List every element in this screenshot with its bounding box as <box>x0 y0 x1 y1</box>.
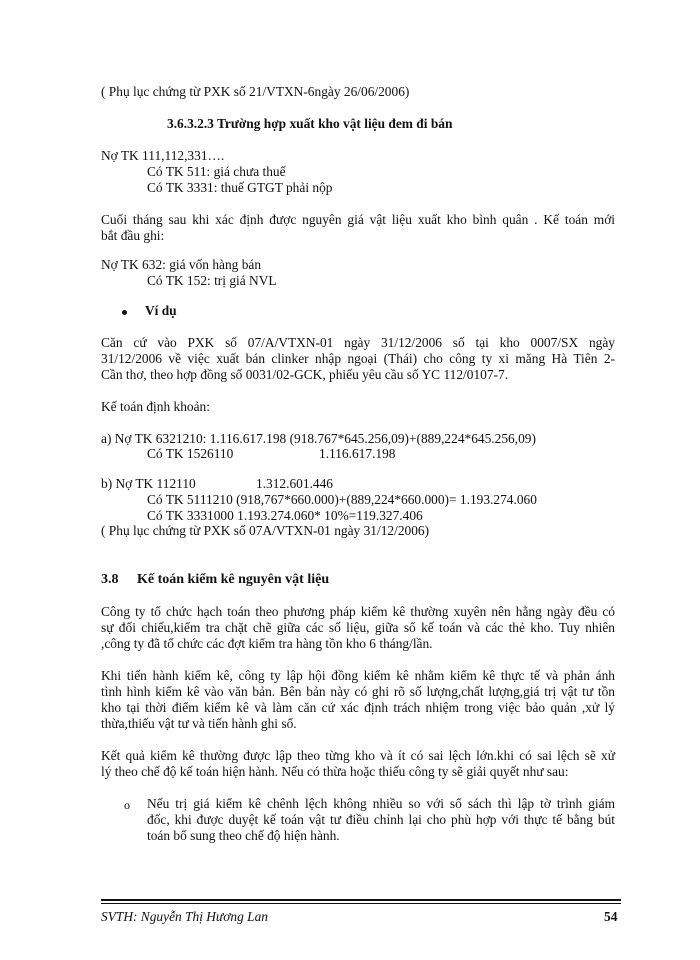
footer-rule-thin <box>101 903 621 904</box>
p3-line2: lý theo chế độ kế toán hiện hành. Nếu có thừa hoặc thiếu công ty sẽ giải quyết như sau: <box>101 764 569 779</box>
footer-rule-thick <box>101 899 621 901</box>
entry-b-debit-value: 1.312.601.446 <box>256 476 333 491</box>
entry1-debit: Nợ TK 111,112,331…. <box>101 148 225 163</box>
example-paragraph-line1: Căn cứ vào PXK số 07/A/VTXN-01 ngày 31/12/2006 số tại kho 0007/SX ngày <box>101 335 615 350</box>
entry2-debit: Nợ TK 632: giá vốn hàng bán <box>101 257 262 272</box>
bullet-circle-icon: o <box>124 798 130 812</box>
entry1-credit-511: Có TK 511: giá chưa thuế <box>147 164 286 179</box>
entry-b-credit-5111210: Có TK 5111210 (918,767*660.000)+(889,224*660.000)= 1.193.274.060 <box>147 492 537 507</box>
month-paragraph-line2: bắt đầu ghi: <box>101 228 165 243</box>
example-paragraph-line2: 31/12/2006 về việc xuất bán clinker nhập ngoại (Thái) cho công ty xi măng Hà Tiên 2- <box>101 351 615 366</box>
section-title: Kế toán kiểm kê nguyên vật liệu <box>137 572 330 587</box>
subsection-heading: 3.6.3.2.3 Trường hợp xuất kho vật liệu đem đi bán <box>167 116 453 131</box>
entry-a-debit: a) Nợ TK 6321210: 1.116.617.198 (918.767*645.256,09)+(889,224*645.256,09) <box>101 431 536 446</box>
p3-line1: Kết quả kiểm kê thường được lập theo từng kho và ít có sai lệch lớn.khi có sai lệch sẽ xử <box>101 748 615 763</box>
p1-line1: Công ty tổ chức hạch toán theo phương pháp kiểm kê thường xuyên nên hằng ngày đều có <box>101 604 615 619</box>
entry-b-credit-3331000: Có TK 3331000 1.193.274.060* 10%=119.327.406 <box>147 508 423 523</box>
entry2-credit: Có TK 152: trị giá NVL <box>147 273 277 288</box>
page-number: 54 <box>604 909 618 924</box>
p2-line1: Khi tiến hành kiểm kê, công ty lập hội đồng kiểm kê nhằm kiểm kê thực tế và phản ánh <box>101 668 615 683</box>
footer-author: SVTH: Nguyễn Thị Hương Lan <box>101 909 268 924</box>
appendix-reference: ( Phụ lục chứng từ PXK số 21/VTXN-6ngày 26/06/2006) <box>101 84 410 99</box>
bullet-line1: Nếu trị giá kiểm kê chênh lệch không nhiều so với sổ sách thì lập tờ trình giám <box>147 796 615 811</box>
p2-line2: tình hình kiểm kê vào văn bản. Bên bản này có ghi rõ số lượng,chất lượng,giá trị vật tư tồn <box>101 684 615 699</box>
entry-b-debit-label: b) Nợ TK 112110 <box>101 476 196 491</box>
example-label: Ví dụ <box>145 303 177 318</box>
p1-line2: sự đối chiếu,kiểm tra chặt chẽ giữa các số liệu, giữa sổ kế toán và các thẻ kho. Tuy nhiên <box>101 620 615 635</box>
section-number: 3.8 <box>101 572 119 587</box>
entry1-credit-3331: Có TK 3331: thuế GTGT phải nộp <box>147 180 333 195</box>
entry-a-credit-label: Có TK 1526110 <box>147 446 234 461</box>
bullet-line2: đốc, khi được duyệt kế toán vật tư điều chỉnh lại cho phù hợp với thực tế bằng bút <box>147 812 615 827</box>
p1-line3: ,công ty đã tổ chức các đợt kiểm tra hàng tồn kho 6 tháng/lần. <box>101 636 433 651</box>
bullet-line3: toán bổ sung theo chế độ hiện hành. <box>147 828 340 843</box>
p2-line3: kho tại thời điểm kiểm kê và làm căn cứ xác định trách nhiệm trong việc bảo quản ,xử lý <box>101 700 615 715</box>
bullet-dot-icon <box>122 310 127 315</box>
p2-line4: thừa,thiếu vật tư và tiến hành ghi sổ. <box>101 716 297 731</box>
entry-b-reference: ( Phụ lục chứng từ PXK số 07A/VTXN-01 ngày 31/12/2006) <box>101 523 430 538</box>
entry-a-credit-value: 1.116.617.198 <box>319 446 396 461</box>
month-paragraph-line1: Cuối tháng sau khi xác định được nguyên giá vật liệu xuất kho bình quân . Kế toán mới <box>101 212 615 227</box>
ke-toan-dinh-khoan: Kế toán định khoản: <box>101 399 210 414</box>
example-paragraph-line3: Cần thơ, theo hợp đồng số 0031/02-GCK, phiếu yêu cầu số YC 112/0107-7. <box>101 367 509 382</box>
